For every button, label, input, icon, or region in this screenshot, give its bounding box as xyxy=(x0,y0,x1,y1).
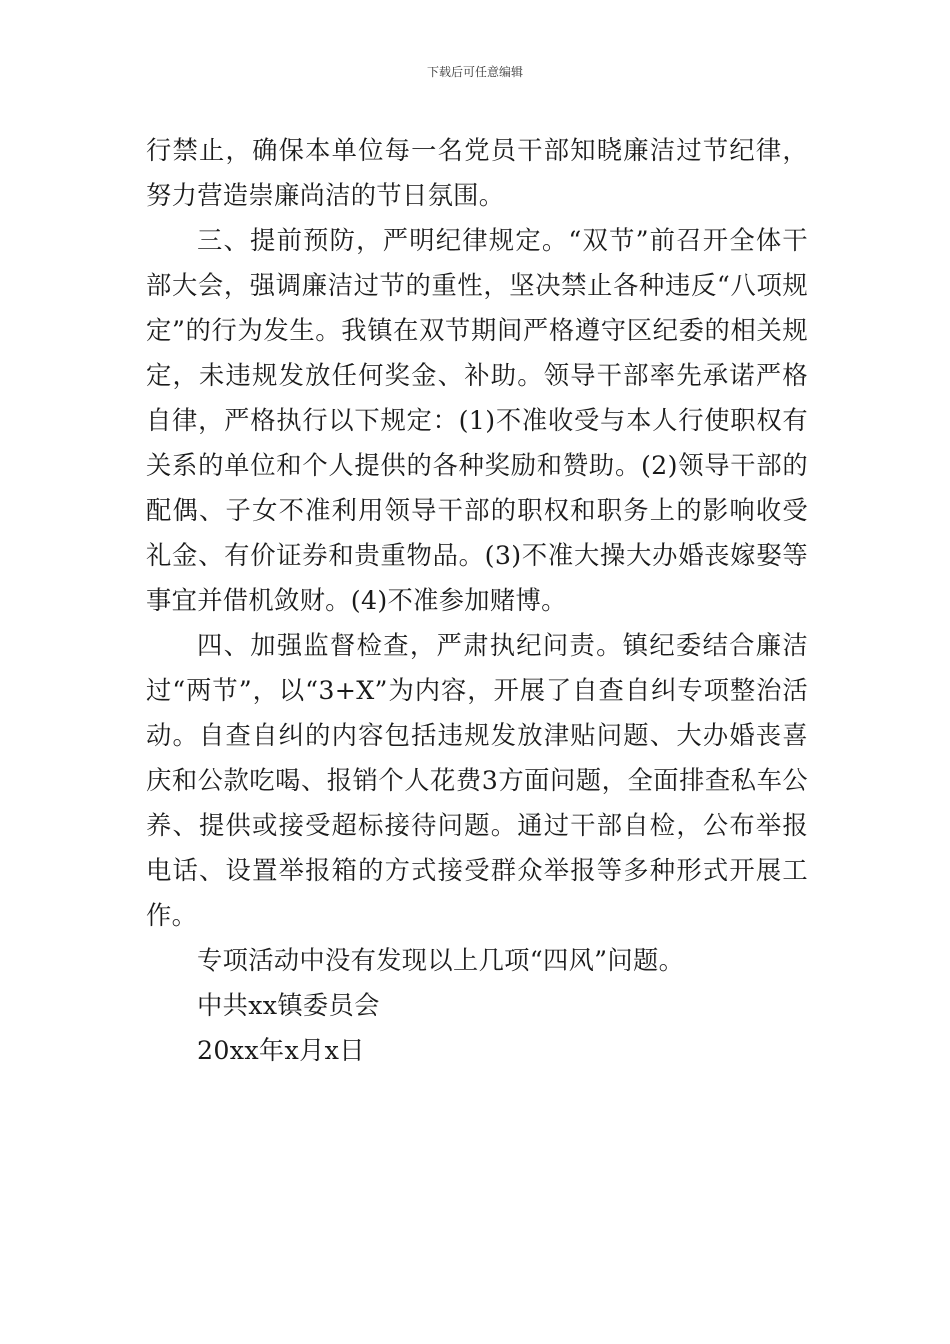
paragraph-four: 四、加强监督检查，严肃执纪问责。镇纪委结合廉洁过“两节”，以“3+X”为内容，开展了自查自纠专项整治活动。自查自纠的内容包括违规发放津贴问题、大办婚丧喜庆和公款吃喝、报销个人花费3方面问题，全面排查私车公养、提供或接受超标接待问题。通过干部自检，公布举报电话、设置举报箱的方式接受群众举报等多种形式开展工作。 xyxy=(146,631,808,930)
signature-organization: 中共xx镇委员会 xyxy=(197,991,380,1020)
page-header-note: 下载后可任意编辑 xyxy=(426,65,523,79)
signature-date: 20xx年x月x日 xyxy=(197,1036,365,1065)
conclusion-line: 专项活动中没有发现以上几项“四风”问题。 xyxy=(197,946,685,975)
paragraph-continued: 行禁止，确保本单位每一名党员干部知晓廉洁过节纪律，努力营造崇廉尚洁的节日氛围。 xyxy=(146,136,808,210)
paragraph-three: 三、提前预防，严明纪律规定。“双节”前召开全体干部大会，强调廉洁过节的重性，坚决禁止各种违反“八项规定”的行为发生。我镇在双节期间严格遵守区纪委的相关规定，未违规发放任何奖金、补助。领导干部率先承诺严格自律，严格执行以下规定：(1)不准收受与本人行使职权有关系的单位和个人提供的各种奖励和赞助。(2)领导干部的配偶、子女不准利用领导干部的职权和职务上的影响收受礼金、有价证券和贵重物品。(3)不准大操大办婚丧嫁娶等事宜并借机敛财。(4)不准参加赌博。 xyxy=(146,226,808,615)
document-body xyxy=(146,128,808,1073)
